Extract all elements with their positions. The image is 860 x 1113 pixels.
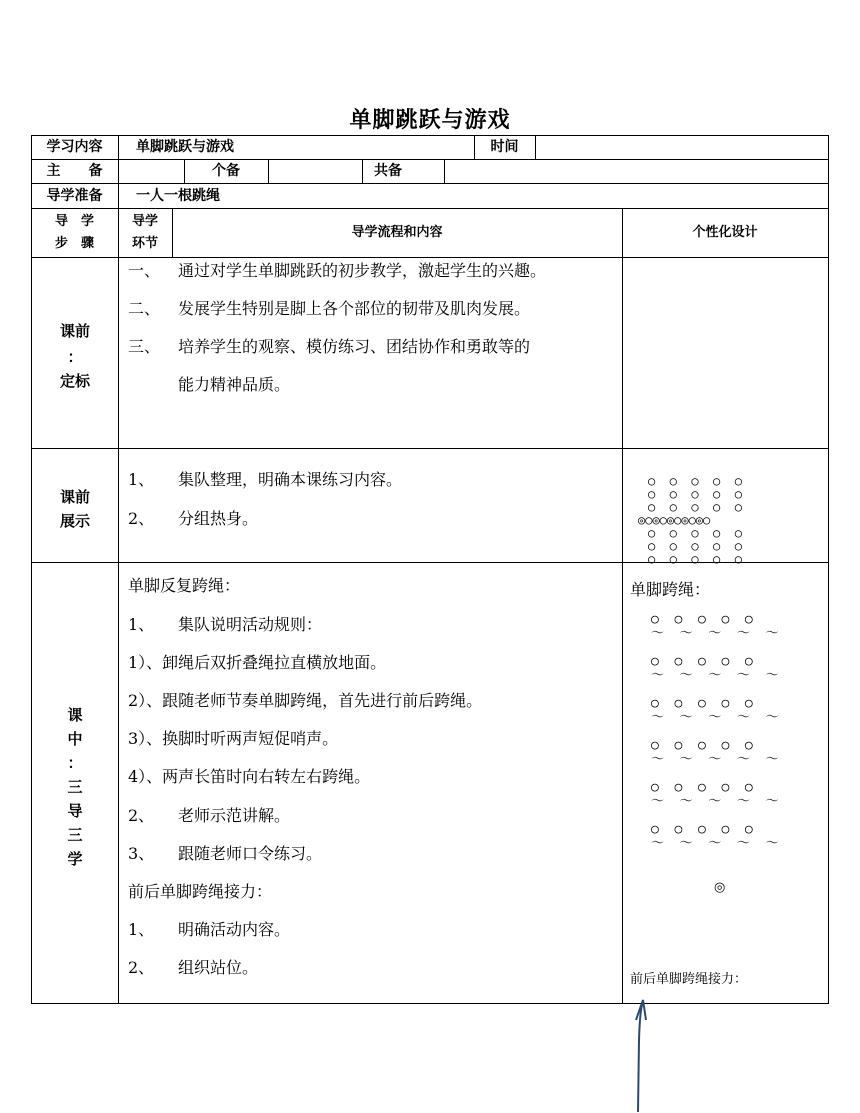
main-label-char: 三: [67, 826, 83, 844]
main-line: 2、 组织站位。: [128, 958, 259, 977]
materials-value: 一人一根跳绳: [136, 188, 220, 204]
rope-formation-circles: ○ ○ ○ ○ ○: [651, 696, 753, 711]
goals-label-line3: 定标: [59, 372, 90, 390]
rope-formation-circles: ○ ○ ○ ○ ○: [651, 780, 753, 795]
main-label-char: 导: [67, 802, 83, 820]
row-divider: [31, 183, 829, 184]
show-item: 1、 集队整理，明确本课练习内容。: [128, 470, 403, 489]
rope-formation-waves: ～ ～ ～ ～ ～: [651, 626, 779, 641]
prep-individual-label: 个备: [212, 163, 240, 179]
main-line: 1、 集队说明活动规则：: [128, 615, 323, 634]
main-line: 1、 明确活动内容。: [128, 920, 291, 939]
formation-row: ◎○◎○◎○◎○◎○: [638, 513, 711, 527]
rope-formation-waves: ～ ～ ～ ～ ～: [651, 710, 779, 725]
main-line: 3）、换脚时听两声短促哨声。: [128, 729, 339, 748]
main-label-char: 学: [67, 850, 83, 868]
time-label: 时间: [490, 139, 519, 155]
rope-formation-circles: ○ ○ ○ ○ ○: [651, 738, 753, 753]
col-step-line1: 导 学: [54, 214, 94, 229]
rope-formation-waves: ～ ～ ～ ～ ～: [651, 836, 779, 851]
content-label: 学习内容: [46, 139, 103, 155]
row-divider: [31, 159, 829, 160]
main-line: 1）、卸绳后双折叠绳拉直横放地面。: [128, 653, 387, 672]
goal-item: 一、 通过对学生单脚跳跃的初步教学，激起学生的兴趣。: [128, 261, 547, 280]
main-line: 单脚反复跨绳：: [128, 576, 241, 595]
show-label-line2: 展示: [59, 512, 90, 530]
formation-row: ○ ○ ○ ○ ○: [648, 500, 742, 514]
show-item: 2、 分组热身。: [128, 509, 259, 528]
prep-main-label: 主 备: [46, 163, 103, 179]
side-title: 单脚跨绳：: [630, 580, 711, 599]
main-label-char: 三: [67, 778, 83, 796]
main-line: 前后单脚跨绳接力：: [128, 882, 273, 901]
formation-row: ○ ○ ○ ○ ○: [648, 487, 742, 501]
formation-row: ○ ○ ○ ○ ○: [648, 526, 742, 540]
col-divider: [118, 135, 119, 208]
teacher-mark: ◎: [714, 880, 726, 895]
formation-row: ○ ○ ○ ○ ○: [648, 552, 742, 566]
col-divider: [118, 208, 119, 1004]
main-line: 4）、两声长笛时向右转左右跨绳。: [128, 767, 371, 786]
col-segment-line1: 导学: [131, 214, 158, 229]
col-segment-line2: 环节: [131, 236, 158, 251]
table-border-left: [31, 135, 32, 1004]
rope-formation-circles: ○ ○ ○ ○ ○: [651, 654, 753, 669]
rope-formation-circles: ○ ○ ○ ○ ○: [651, 612, 753, 627]
formation-row: ○ ○ ○ ○ ○: [648, 539, 742, 553]
row-divider: [31, 257, 829, 258]
col-process: 导学流程和内容: [351, 225, 443, 240]
content-value: 单脚跳跃与游戏: [136, 139, 234, 155]
main-line: 3、 跟随老师口令练习。: [128, 844, 323, 863]
goals-label-line1: 课前: [59, 322, 90, 340]
col-step-line2: 步 骤: [54, 236, 94, 251]
row-divider: [31, 208, 829, 209]
col-divider: [622, 208, 623, 1004]
rope-formation-waves: ～ ～ ～ ～ ～: [651, 794, 779, 809]
show-label-line1: 课前: [59, 488, 90, 506]
col-personal: 个性化设计: [692, 225, 758, 240]
main-label-char: 课: [67, 706, 83, 724]
main-line: 2、 老师示范讲解。: [128, 806, 291, 825]
table-border-top: [31, 135, 829, 136]
main-label-char: 中: [67, 730, 83, 748]
prep-common-label: 共备: [374, 163, 402, 179]
rope-formation-waves: ～ ～ ～ ～ ～: [651, 668, 779, 683]
goal-item: 二、 发展学生特别是脚上各个部位的韧带及肌肉发展。: [128, 299, 531, 318]
rope-formation-waves: ～ ～ ～ ～ ～: [651, 752, 779, 767]
main-line: 2）、跟随老师节奏单脚跨绳，首先进行前后跨绳。: [128, 691, 483, 710]
goals-label-line2: ：: [67, 348, 83, 366]
warmup-formation: [638, 462, 742, 579]
table-border-bottom: [31, 1003, 829, 1004]
page-title: 单脚跳跃与游戏: [349, 108, 511, 133]
col-divider: [268, 159, 269, 183]
col-divider: [444, 159, 445, 183]
rope-formation-circles: ○ ○ ○ ○ ○: [651, 822, 753, 837]
goal-item: 三、 培养学生的观察、模仿练习、团结协作和勇敢等的: [128, 337, 531, 356]
formation-row: ○ ○ ○ ○ ○: [648, 474, 742, 488]
annotation-arrow-icon: [620, 980, 660, 1113]
goal-item: 能力精神品质。: [178, 375, 291, 394]
side-footer: 前后单脚跨绳接力：: [630, 972, 748, 987]
row-divider: [31, 448, 829, 449]
col-divider: [535, 135, 536, 159]
main-label-char: ：: [67, 754, 83, 772]
materials-label: 导学准备: [46, 188, 103, 204]
table-border-right: [828, 135, 829, 1004]
